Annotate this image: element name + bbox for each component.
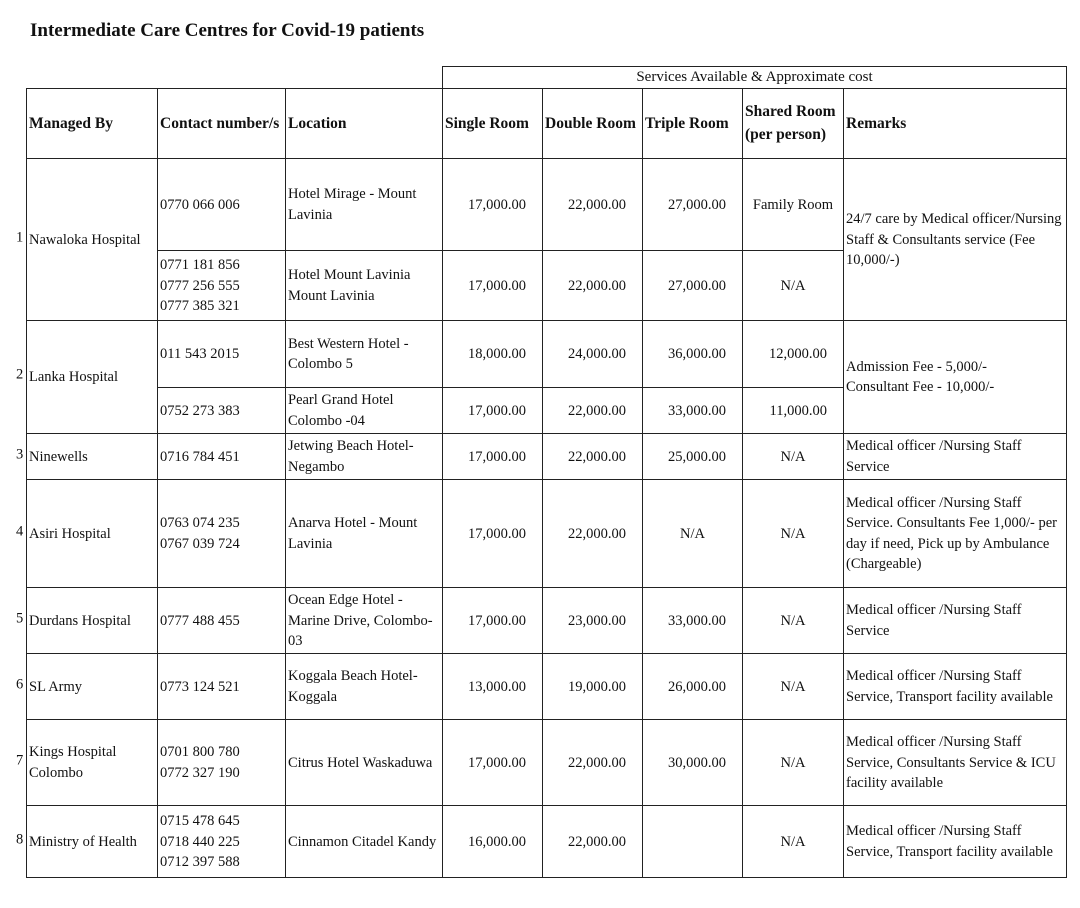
table-row <box>27 588 1067 654</box>
triple-room-cell: 27,000.00 <box>643 251 743 321</box>
managed-by-cell: 3 Ninewells <box>27 434 158 480</box>
table-row <box>27 720 1067 806</box>
contact-cell: 0773 124 521 <box>158 654 286 720</box>
double-room-cell: 22,000.00 <box>543 806 643 878</box>
table-row <box>27 480 1067 588</box>
single-room-cell: 17,000.00 <box>443 720 543 806</box>
col-contact: Contact number/s <box>158 89 286 159</box>
location-cell: Ocean Edge Hotel - Marine Drive, Colombo-03 <box>286 588 443 654</box>
location-cell: Cinnamon Citadel Kandy <box>286 806 443 878</box>
single-room-cell: 16,000.00 <box>443 806 543 878</box>
contact-cell: 011 543 2015 <box>158 321 286 388</box>
single-room-cell: 17,000.00 <box>443 480 543 588</box>
single-room-cell: 17,000.00 <box>443 388 543 434</box>
managed-by-cell: 1 Nawaloka Hospital <box>27 159 158 321</box>
contact-cell: 0752 273 383 <box>158 388 286 434</box>
double-room-cell: 22,000.00 <box>543 251 643 321</box>
contact-cell: 0770 066 006 <box>158 159 286 251</box>
remarks-cell: Medical officer /Nursing Staff Service <box>844 434 1067 480</box>
row-number: 1 <box>16 229 24 246</box>
remarks-cell: Medical officer /Nursing Staff Service, Transport facility available <box>844 806 1067 878</box>
contact-cell: 0771 181 856 0777 256 555 0777 385 321 <box>158 251 286 321</box>
triple-room-cell: 25,000.00 <box>643 434 743 480</box>
remarks-cell: 24/7 care by Medical officer/Nursing Staff & Consultants service (Fee 10,000/-) <box>844 159 1067 321</box>
single-room-cell: 17,000.00 <box>443 251 543 321</box>
double-room-cell: 23,000.00 <box>543 588 643 654</box>
triple-room-cell: 36,000.00 <box>643 321 743 388</box>
col-managed-by: Managed By <box>27 89 158 159</box>
shared-room-cell: N/A <box>743 251 844 321</box>
shared-room-cell: N/A <box>743 720 844 806</box>
double-room-cell: 22,000.00 <box>543 720 643 806</box>
row-number: 3 <box>16 446 24 463</box>
location-cell: Hotel Mirage - Mount Lavinia <box>286 159 443 251</box>
row-number: 7 <box>16 752 24 769</box>
managed-by-cell: 4 Asiri Hospital <box>27 480 158 588</box>
triple-room-cell: 33,000.00 <box>643 588 743 654</box>
single-room-cell: 17,000.00 <box>443 588 543 654</box>
col-remarks: Remarks <box>844 89 1067 159</box>
location-cell: Citrus Hotel Waskaduwa <box>286 720 443 806</box>
managed-by-cell: 5 Durdans Hospital <box>27 588 158 654</box>
location-cell: Anarva Hotel - Mount Lavinia <box>286 480 443 588</box>
managed-by-cell: 8 Ministry of Health <box>27 806 158 878</box>
location-cell: Best Western Hotel - Colombo 5 <box>286 321 443 388</box>
remarks-cell: Medical officer /Nursing Staff Service <box>844 588 1067 654</box>
remarks-cell: Admission Fee - 5,000/- Consultant Fee - 10,000/- <box>844 321 1067 434</box>
shared-room-cell: N/A <box>743 654 844 720</box>
shared-room-cell: Family Room <box>743 159 844 251</box>
contact-cell: 0701 800 780 0772 327 190 <box>158 720 286 806</box>
single-room-cell: 13,000.00 <box>443 654 543 720</box>
single-room-cell: 17,000.00 <box>443 159 543 251</box>
table-row <box>27 159 1067 251</box>
location-cell: Koggala Beach Hotel- Koggala <box>286 654 443 720</box>
remarks-cell: Medical officer /Nursing Staff Service. Consultants Fee 1,000/- per day if need, Pick up by Ambulance (Chargeable) <box>844 480 1067 588</box>
contact-cell: 0763 074 235 0767 039 724 <box>158 480 286 588</box>
remarks-cell: Medical officer /Nursing Staff Service, Consultants Service & ICU facility available <box>844 720 1067 806</box>
location-cell: Pearl Grand Hotel Colombo -04 <box>286 388 443 434</box>
col-double: Double Room <box>543 89 643 159</box>
row-number: 4 <box>16 523 24 540</box>
location-cell: Jetwing Beach Hotel- Negambo <box>286 434 443 480</box>
row-number: 6 <box>16 676 24 693</box>
row-number: 8 <box>16 831 24 848</box>
shared-room-cell: 12,000.00 <box>743 321 844 388</box>
double-room-cell: 22,000.00 <box>543 159 643 251</box>
managed-by-cell: 6 SL Army <box>27 654 158 720</box>
remarks-cell: Medical officer /Nursing Staff Service, Transport facility available <box>844 654 1067 720</box>
care-centres-table <box>16 66 1067 878</box>
shared-room-cell: N/A <box>743 434 844 480</box>
triple-room-cell: 26,000.00 <box>643 654 743 720</box>
shared-room-cell: N/A <box>743 806 844 878</box>
table-row <box>27 806 1067 878</box>
services-header: Services Available & Approximate cost <box>443 67 1067 89</box>
single-room-cell: 17,000.00 <box>443 434 543 480</box>
triple-room-cell: 33,000.00 <box>643 388 743 434</box>
col-single: Single Room <box>443 89 543 159</box>
table-row <box>27 434 1067 480</box>
shared-room-cell: 11,000.00 <box>743 388 844 434</box>
managed-by-cell: 7 Kings Hospital Colombo <box>27 720 158 806</box>
double-room-cell: 22,000.00 <box>543 480 643 588</box>
triple-room-cell: 30,000.00 <box>643 720 743 806</box>
double-room-cell: 19,000.00 <box>543 654 643 720</box>
double-room-cell: 22,000.00 <box>543 434 643 480</box>
row-number: 5 <box>16 610 24 627</box>
col-triple: Triple Room <box>643 89 743 159</box>
double-room-cell: 22,000.00 <box>543 388 643 434</box>
managed-by-cell: 2 Lanka Hospital <box>27 321 158 434</box>
single-room-cell: 18,000.00 <box>443 321 543 388</box>
triple-room-cell: 27,000.00 <box>643 159 743 251</box>
col-shared: Shared Room (per person) <box>743 89 844 159</box>
row-number: 2 <box>16 366 24 383</box>
location-cell: Hotel Mount Lavinia Mount Lavinia <box>286 251 443 321</box>
triple-room-cell <box>643 806 743 878</box>
col-location: Location <box>286 89 443 159</box>
page-title: Intermediate Care Centres for Covid-19 patients <box>30 20 425 41</box>
shared-room-cell: N/A <box>743 480 844 588</box>
shared-room-cell: N/A <box>743 588 844 654</box>
table-row <box>27 654 1067 720</box>
contact-cell: 0716 784 451 <box>158 434 286 480</box>
contact-cell: 0715 478 645 0718 440 225 0712 397 588 <box>158 806 286 878</box>
double-room-cell: 24,000.00 <box>543 321 643 388</box>
contact-cell: 0777 488 455 <box>158 588 286 654</box>
table-row <box>27 321 1067 388</box>
triple-room-cell: N/A <box>643 480 743 588</box>
